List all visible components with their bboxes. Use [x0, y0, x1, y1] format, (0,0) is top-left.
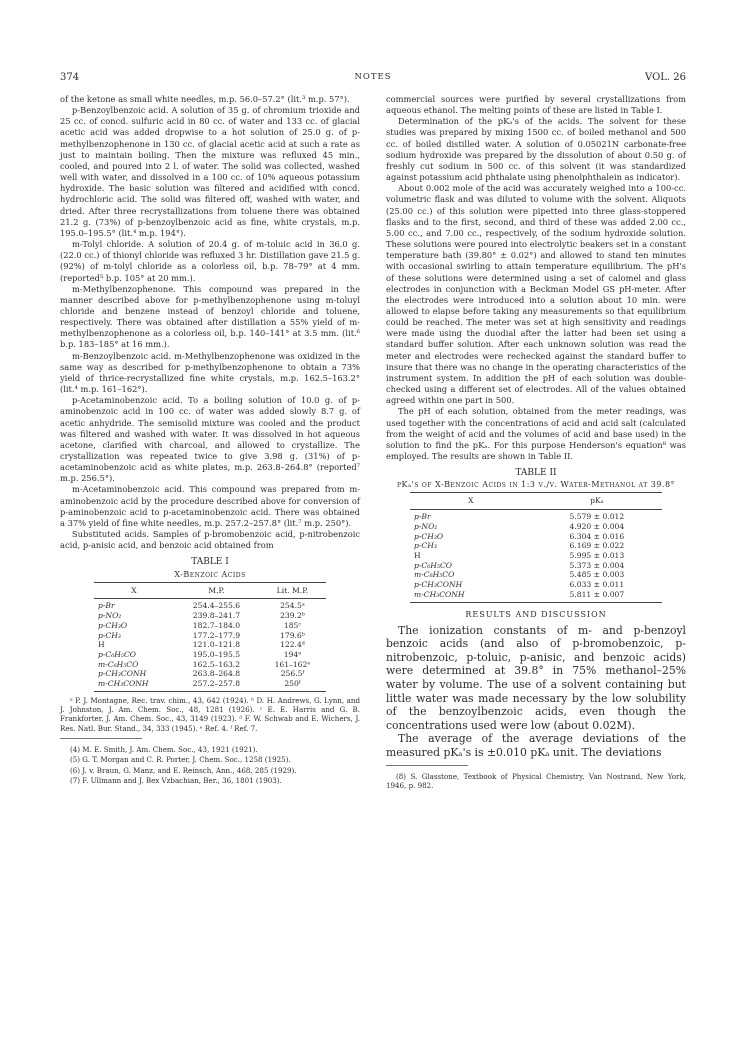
table-cell: 121.0–121.8: [192, 640, 241, 650]
column-header: pKₐ: [532, 493, 662, 510]
table-cell: 239.2ᵇ: [280, 611, 305, 621]
table-cell: 5.995 ± 0.013: [569, 550, 625, 560]
table-cell: p-CH₃O: [414, 531, 444, 541]
table-1: [94, 582, 326, 692]
paragraph-procedure: About 0.002 mole of the acid was accurately weighed into a 100-cc. volumetric flask and was diluted to volume with the solvent. Aliquots (25.00 cc.) of this solution were pipetted into three glass-stoppered flasks and to the first, second, and third of these was added 2.00 cc., 5.00 cc., and 7.00 cc., respectively, of the sodium hydroxide solution. These solutions were poured into electrolytic beakers set in a constant temperature bath (39.80° ± 0.02°) and allowed to stand ten minutes with occasional swirling to attain temperature equilibrium. The pH's of these solutions were determined using a set of calomel and glass electrodes in conjunction with a Beckman Model GS pH-meter. After the electrodes were introduced into a solution about 10 min. were allowed to elapse before taking any measurements so that equilibrium could be reached. The meter was set at high sensitivity and readings were made using the duodial after the latter had been set using a standard buffer solution. After each unknown solution was read the meter and electrodes were rechecked against the standard buffer to insure that there was no change in the operating characteristics of the instrument system. In addition the pH of each solution was double-checked using a different set of electrodes. All of the values obtained agreed within one part in 500.: [386, 183, 686, 406]
table-row: [94, 660, 326, 670]
table-cell: p-Br: [414, 512, 431, 522]
table-cell: p-C₆H₅CO: [414, 560, 452, 570]
table-row: [410, 522, 662, 532]
page-number: 374: [60, 72, 80, 83]
table-cell: 161–162ᵉ: [274, 659, 311, 669]
column-header: X: [94, 582, 174, 599]
table-row: [94, 640, 326, 650]
references: [60, 745, 360, 785]
table-cell: 122.4ᵈ: [280, 640, 305, 650]
table-cell: p-NO₂: [98, 611, 122, 621]
table-cell: m-C₆H₅CO: [414, 570, 455, 580]
table-cell: 194ᵉ: [283, 649, 302, 659]
page-header: [60, 72, 686, 86]
table-cell: 6.169 ± 0.022: [569, 541, 625, 551]
table-cell: p-Br: [98, 601, 115, 611]
results-paragraph: The ionization constants of m- and p-benzoyl benzoic acids (and also of p-bromobenzoic, p-nitrobenzoic, p-toluic, p-anisic, and benzoic acids) were determined at 39.8° in 75% methanol–25% water by volume. The use of a solvent containing but little water was made necessary by the low solubility of the benzoylbenzoic acids, even though the concentrations used were low (about 0.02M).: [386, 623, 686, 732]
table-1-title: TABLE I: [191, 557, 229, 568]
table-row: [410, 541, 662, 551]
table-cell: 254.4–255.6: [192, 601, 241, 611]
table-cell: m-C₆H₅CO: [98, 659, 139, 669]
table-cell: 239.8–241.7: [192, 611, 241, 621]
table-row: [410, 580, 662, 590]
results-paragraph: The average of the average deviations of the measured pKₐ's is ±0.010 pKₐ unit. The deviations: [386, 732, 686, 759]
section-heading: RESULTS AND DISCUSSION: [465, 609, 607, 619]
table-1-subtitle: X-Benzoic Acids: [174, 569, 246, 579]
table-row: [410, 561, 662, 571]
table-1-footnotes: [60, 696, 360, 733]
volume-label: VOL. 26: [645, 72, 686, 83]
footnote-divider: [60, 738, 142, 739]
table-cell: 257.2–257.8: [174, 679, 259, 691]
table-cell: 182.7–184.0: [192, 620, 241, 630]
right-column: [386, 94, 686, 791]
table-cell: 4.920 ± 0.004: [569, 521, 625, 531]
table-row: [410, 590, 662, 602]
table-row: [94, 621, 326, 631]
reference-item: (6) J. v. Braun, G. Manz, and E. Reinsch, Ann., 468, 285 (1929).: [70, 765, 297, 775]
table-cell: 5.485 ± 0.003: [569, 570, 625, 580]
reference-item: (4) M. E. Smith, J. Am. Chem. Soc., 43, 1921 (1921).: [70, 744, 258, 754]
table-cell: 6.304 ± 0.016: [569, 531, 625, 541]
paragraph-p-acetaminobenzoic: p-Acetaminobenzoic acid. To a boiling solution of 10.0 g. of p-aminobenzoic acid in 100 cc. of water was added slowly 8.7 g. of acetic anhydride. The semisolid mixture was cooled and the product was filtered and washed with water. It was dissolved in hot aqueous acetone, clarified with charcoal, and allowed to crystallize. The crystallization was repeated twice to give 3.98 g. (31%) of p-acetaminobenzoic acid as white plates, m.p. 263.8–264.8° (reported⁷ m.p. 256.5°).: [60, 395, 360, 484]
table-cell: H: [414, 550, 421, 560]
table-row: [94, 599, 326, 611]
table-cell: p-CH₃CONH: [98, 669, 147, 679]
table-row: [94, 679, 326, 691]
journal-section-title: NOTES: [354, 72, 392, 82]
table-cell: p-CH₃O: [98, 620, 128, 630]
paragraph: commercial sources were purified by several crystallizations from aqueous ethanol. The melting points of these are listed in Table I.: [386, 94, 686, 116]
table-cell: 177.2–177.9: [192, 630, 241, 640]
table-row: [94, 669, 326, 679]
table-cell: 263.8–264.8: [192, 669, 241, 679]
table-row: [410, 510, 662, 522]
table-row: [410, 570, 662, 580]
table-row: [94, 631, 326, 641]
table-cell: 179.6ᵇ: [280, 630, 305, 640]
footnote-divider: [386, 765, 468, 766]
table-cell: m-CH₃CONH: [410, 590, 532, 602]
table-cell: 250ᶠ: [259, 679, 326, 691]
table-cell: 254.5ᵃ: [280, 601, 305, 611]
table-cell: 5.373 ± 0.004: [569, 560, 625, 570]
table-cell: 6.033 ± 0.011: [569, 580, 625, 590]
paragraph: of the ketone as small white needles, m.p. 56.0–57.2° (lit.³ m.p. 57°).: [60, 94, 350, 104]
reference-item: (5) G. T. Morgan and C. R. Porter, J. Chem. Soc., 1258 (1925).: [70, 755, 291, 765]
table-cell: p-NO₂: [414, 521, 438, 531]
table-cell: p-C₆H₅CO: [98, 649, 136, 659]
column-header: X: [410, 493, 532, 510]
table-row: [410, 551, 662, 561]
table-cell: 195.0–195.5: [192, 649, 241, 659]
paragraph-pka-determination: Determination of the pKₐ's of the acids. The solvent for these studies was prepared by mixing 1500 cc. of boiled methanol and 500 cc. of boiled distilled water. A solution of 0.05021N carbonate-free sodium hydroxide was prepared by the dissolution of about 0.50 g. of freshly cut sodium in 500 cc. of this solvent (it was standardized against potassium acid phthalate using phenolphthalein as indicator).: [386, 116, 686, 183]
paragraph-m-acetaminobenzoic: m-Acetaminobenzoic acid. This compound was prepared from m-aminobenzoic acid by the procedure described above for conversion of p-aminobenzoic acid to p-acetaminobenzoic acid. There was obtained a 37% yield of fine white needles, m.p. 257.2–257.8° (lit.⁷ m.p. 250°).: [60, 484, 360, 528]
table-cell: 185ᶜ: [283, 620, 301, 630]
table-cell: p-CH₃: [414, 541, 437, 551]
table-header-row: [410, 493, 662, 510]
table-2: [410, 492, 662, 602]
paragraph-p-benzoylbenzoic: p-Benzoylbenzoic acid. A solution of 35 g. of chromium trioxide and 25 cc. of concd. sulfuric acid in 80 cc. of water and 133 cc. of glacial acetic acid was added dropwise to a hot solution of 25.0 g. of p-methylbenzophenone in 130 cc. of glacial acetic acid at such a rate as just to maintain boiling. Then the mixture was refluxed 45 min., cooled, and poured into 2 l. of water. The solid was collected, washed well with water, and dissolved in a 100 cc. of 10% aqueous potassium hydroxide. The basic solution was filtered and acidified with concd. hydrochloric acid. The solid was filtered off, washed with water, and dried. After three recrystallizations from toluene there was obtained 21.2 g. (73%) of p-benzoylbenzoic acid as fine, white crystals, m.p. 195.0–195.5° (lit.⁴ m.p. 194°).: [60, 105, 360, 238]
table-cell: 5.811 ± 0.007: [532, 590, 662, 602]
footnote: [386, 772, 686, 791]
table-cell: p-CH₃CONH: [414, 580, 463, 590]
table-cell: 256.5ᶠ: [280, 669, 305, 679]
paragraph-m-methylbenzophenone: m-Methylbenzophenone. This compound was prepared in the manner described above for p-methylbenzophenone using m-toluyl chloride and benzene instead of benzoyl chloride and toluene, respectively. There was obtained after distillation a 55% yield of m-methylbenzophenone as a colorless oil, b.p. 140–141° at 3.5 mm. (lit.⁶ b.p. 183–185° at 16 mm.).: [60, 283, 360, 350]
table-row: [94, 611, 326, 621]
paragraph-substituted-acids: Substituted acids. Samples of p-bromobenzoic acid, p-nitrobenzoic acid, p-anisic acid, and benzoic acid obtained from: [60, 529, 360, 551]
column-header: M.P.: [174, 582, 259, 599]
table-2-title: TABLE II: [515, 468, 557, 479]
table-row: [94, 650, 326, 660]
table-cell: 5.579 ± 0.012: [569, 512, 625, 522]
left-column: [60, 94, 360, 786]
table-cell: H: [98, 640, 105, 650]
paragraph-m-benzoylbenzoic: m-Benzoylbenzoic acid. m-Methylbenzophenone was oxidized in the same way as described for p-methylbenzophenone to obtain a 73% yield of thrice-recrystallized fine white crystals, m.p. 162.5–163.2° (lit.⁴ m.p. 161–162°).: [60, 350, 360, 395]
table-header-row: [94, 582, 326, 599]
table-2-subtitle: pKₐ's of X-Benzoic Acids in 1:3 v./v. Water-Methanol at 39.8°: [396, 480, 676, 490]
column-header: Lit. M.P.: [259, 582, 326, 599]
paragraph-henderson: The pH of each solution, obtained from the meter readings, was used together with the concentrations of acid and acid salt (calculated from the weight of acid and the volumes of acid and base used) in the solution to find the pKₐ. For this purpose Henderson's equation⁸ was employed. The results are shown in Table II.: [386, 406, 686, 461]
table-row: [410, 532, 662, 542]
reference-item: (8) S. Glasstone, Textbook of Physical Chemistry, Van Nostrand, New York, 1946, p. 982.: [386, 771, 686, 790]
table-cell: 162.5–163.2: [192, 659, 241, 669]
table-cell: p-CH₃: [98, 630, 121, 640]
table-cell: m-CH₃CONH: [94, 679, 174, 691]
footnote-text: ᵃ P. J. Montagne, Rec. trav. chim., 43, 642 (1924). ᵇ D. H. Andrews, G. Lynn, and J. Johnston, J. Am. Chem. Soc., 48, 1281 (1926). ᶜ E. E. Harris and G. B. Frankforter, J. Am. Chem. Soc., 43, 3149 (1923). ᵈ F. W. Schwab and E. Wichers, J. Res. Natl. Bur. Stand., 34, 333 (1945). ᵉ Ref. 4. ᶠ Ref. 7.: [60, 695, 360, 733]
paragraph-m-tolyl-chloride: m-Tolyl chloride. A solution of 20.4 g. of m-toluic acid in 36.0 g. (22.0 cc.) of thionyl chloride was refluxed 3 hr. Distillation gave 21.5 g. (92%) of m-tolyl chloride as a colorless oil, b.p. 78–79° at 4 mm. (reported⁵ b.p. 105° at 20 mm.).: [60, 239, 360, 283]
reference-item: (7) F. Ullmann and J. Bex Vzbachian, Ber., 36, 1801 (1903).: [70, 775, 282, 785]
